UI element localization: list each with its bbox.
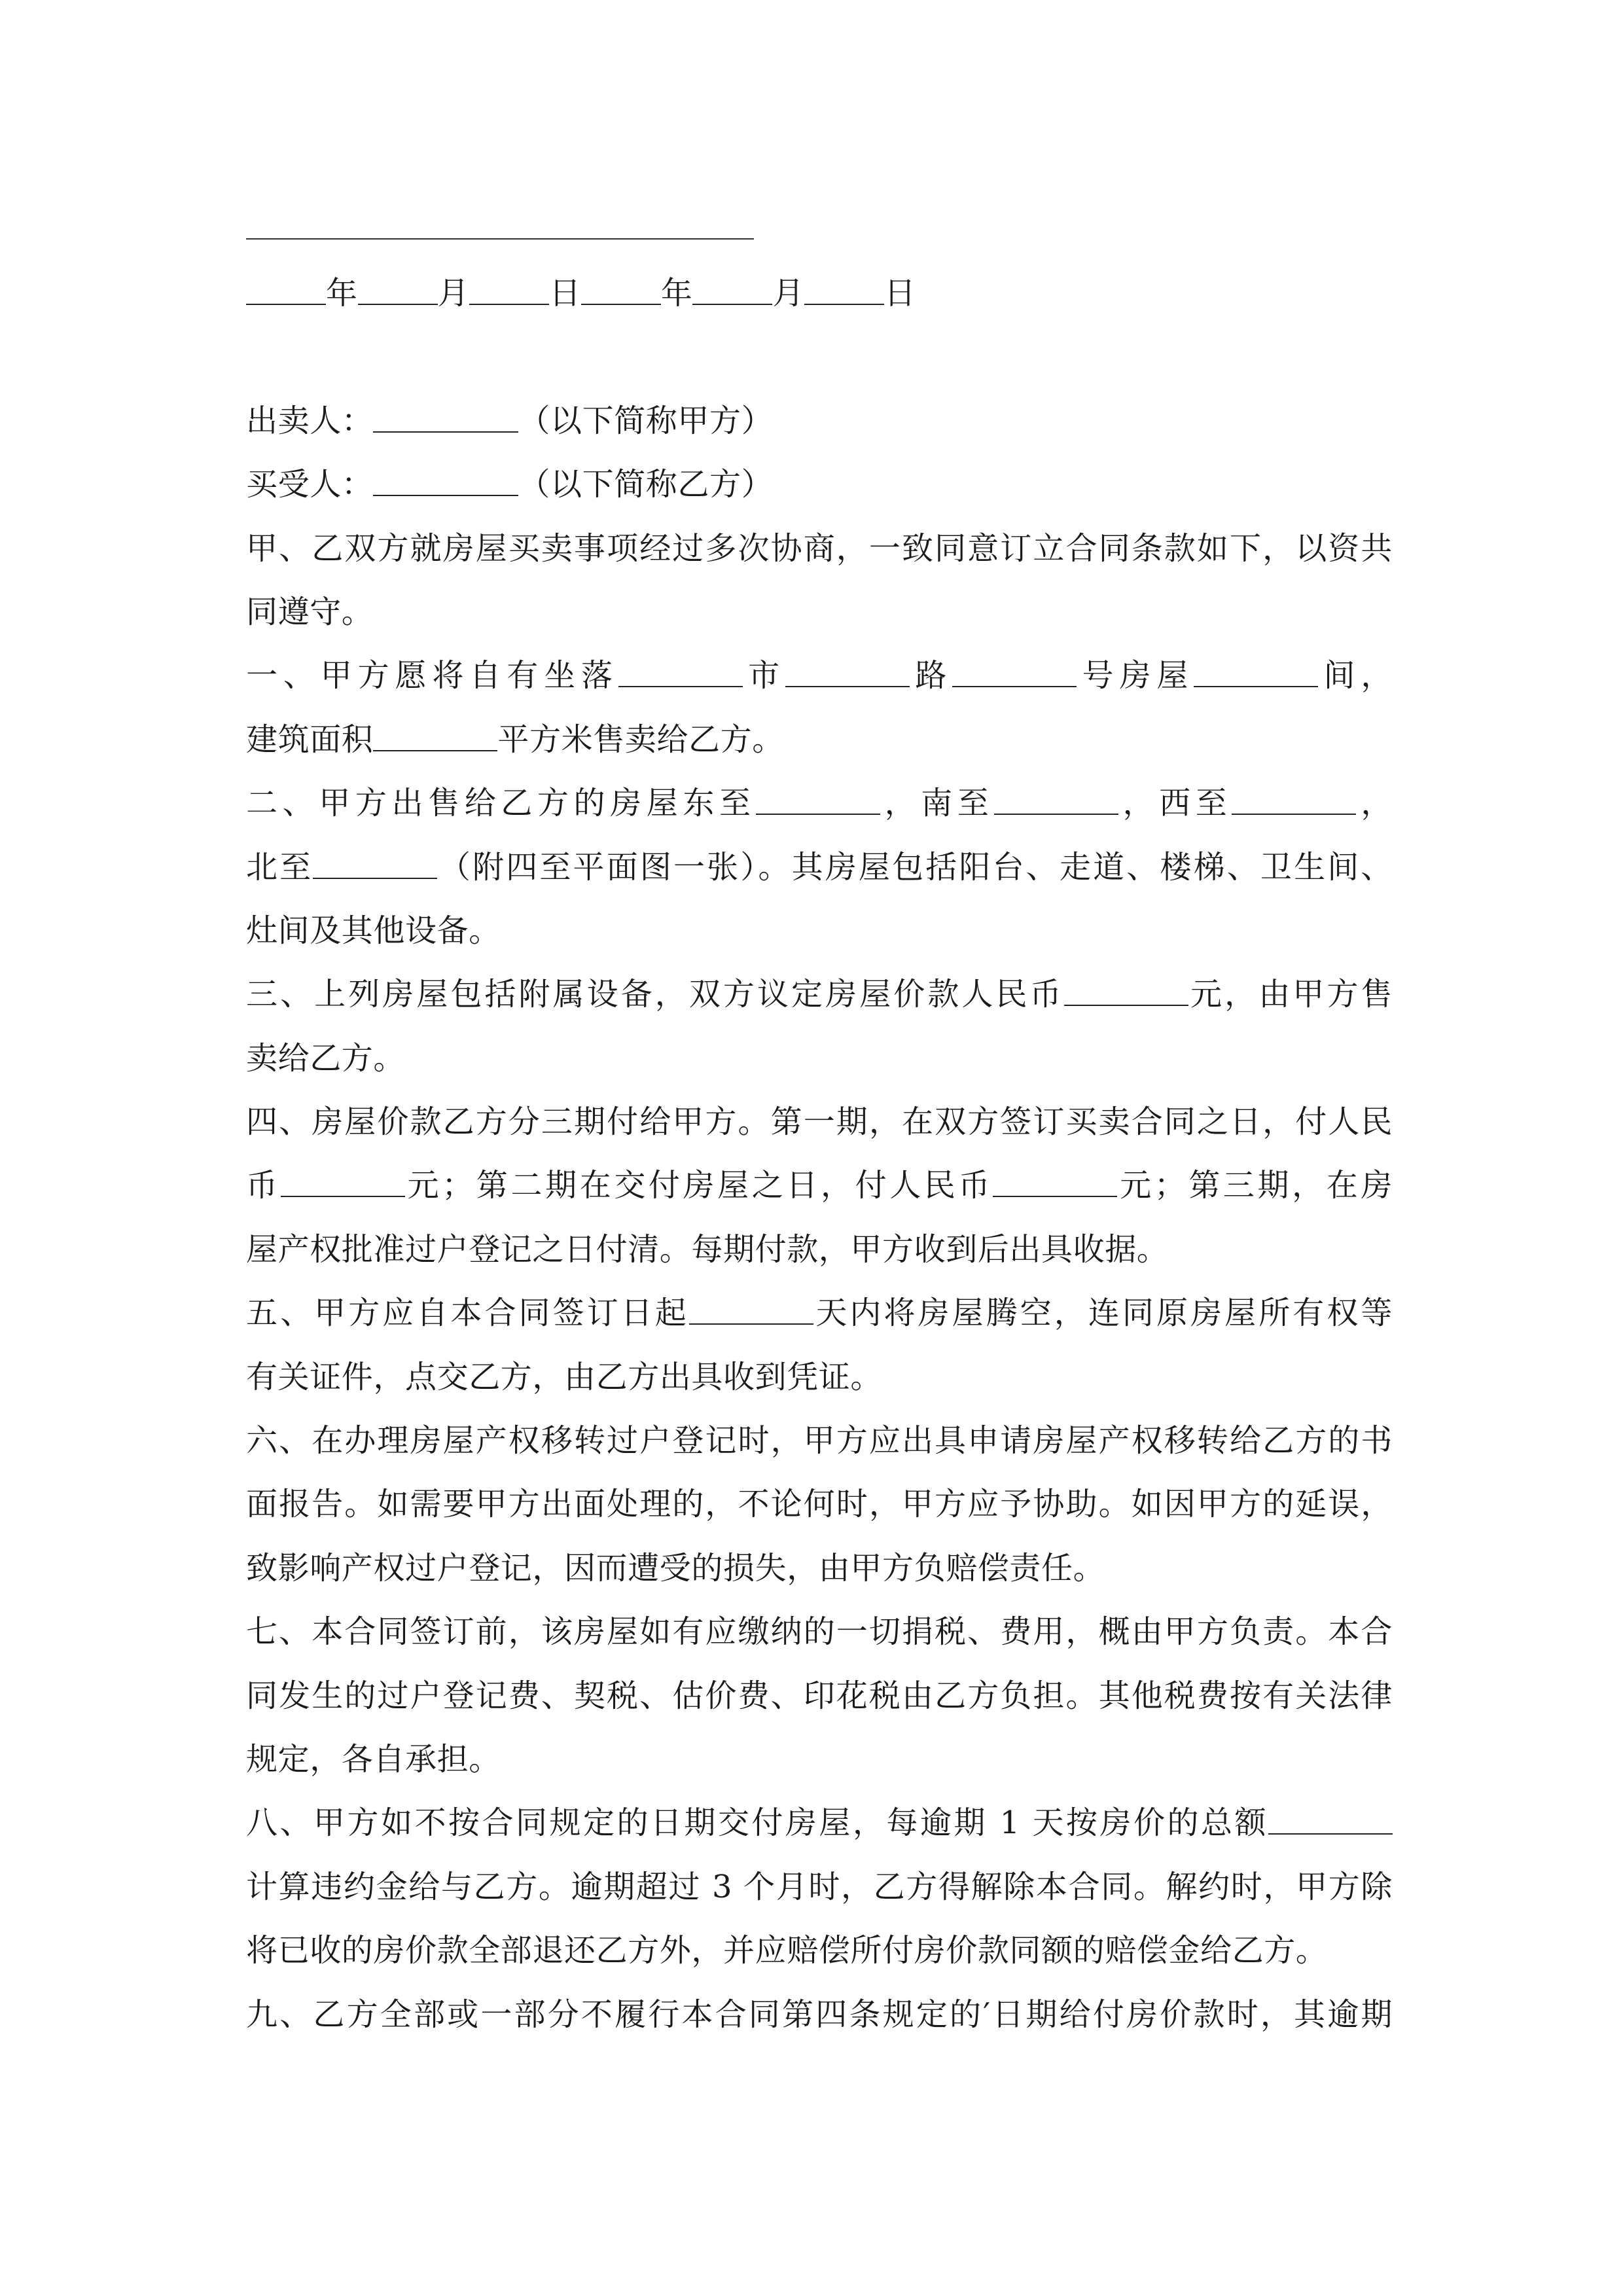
text-segment: 同遵守。 <box>246 593 374 630</box>
top-signature-rule <box>246 238 754 240</box>
text-segment: 五、甲方应自本合同签订日起 <box>246 1295 689 1332</box>
clause-line <box>246 836 1393 899</box>
text-segment: 四、房屋价款乙方分三期付给甲方。第一期，在双方签订买卖合同之日，付人民 <box>246 1103 1393 1141</box>
fill-in-blank[interactable] <box>373 469 518 496</box>
text-segment: 日 <box>549 275 581 312</box>
text-segment: 建筑面积 <box>246 721 374 758</box>
text-segment: 致影响产权过户登记，因而遭受的损失，由甲方负赔偿责任。 <box>246 1549 1105 1587</box>
text-segment: 间， <box>1318 657 1393 694</box>
text-segment: 九、乙方全部或一部分不履行本合同第四条规定的′日期给付房价款时，其逾期 <box>246 1996 1393 2033</box>
fill-in-blank[interactable] <box>581 278 661 305</box>
fill-in-blank[interactable] <box>1232 787 1356 815</box>
clause-line <box>246 1791 1393 1855</box>
text-segment: 元，由甲方售 <box>1188 976 1393 1013</box>
clause-line <box>246 1537 1393 1600</box>
fill-in-blank[interactable] <box>994 787 1118 815</box>
text-segment: 计算违约金给与乙方。逾期超过 3 个月时，乙方得解除本合同。解约时，甲方除 <box>246 1868 1393 1905</box>
clause-line <box>246 1728 1393 1791</box>
text-segment: 八、甲方如不按合同规定的日期交付房屋，每逾期 1 天按房价的总额 <box>246 1804 1268 1842</box>
fill-in-blank[interactable] <box>1194 660 1318 687</box>
text-segment: 三、上列房屋包括附属设备，双方议定房屋价款人民币 <box>246 976 1064 1013</box>
clause-line <box>246 517 1393 581</box>
text-segment: 月 <box>437 275 470 312</box>
clause-line <box>246 1600 1393 1664</box>
text-segment: （以下简称甲方） <box>518 402 774 439</box>
fill-in-blank[interactable] <box>689 1297 813 1325</box>
text-segment: 年 <box>326 275 358 312</box>
fill-in-blank[interactable] <box>373 724 497 751</box>
clause-line <box>246 1919 1393 1982</box>
text-segment: 年 <box>660 275 693 312</box>
text-segment: （附四至平面图一张）。其房屋包括阳台、走道、楼梯、卫生间、 <box>437 848 1393 886</box>
text-segment: ， <box>1356 785 1393 822</box>
text-segment: 有关证件，点交乙方，由乙方出具收到凭证。 <box>246 1358 883 1395</box>
text-segment: 元；第二期在交付房屋之日，付人民币 <box>404 1167 993 1204</box>
text-segment: 将已收的房价款全部退还乙方外，并应赔偿所付房价款同额的赔偿金给乙方。 <box>246 1932 1328 1969</box>
clause-line <box>246 1027 1393 1090</box>
fill-in-blank[interactable] <box>1268 1807 1393 1835</box>
text-segment: （以下简称乙方） <box>518 466 774 503</box>
clause-line <box>246 1983 1393 2047</box>
text-segment: 同发生的过户登记费、契税、估价费、印花税由乙方负担。其他税费按有关法律 <box>246 1677 1393 1714</box>
fill-in-blank[interactable] <box>804 278 884 305</box>
clause-line <box>246 1473 1393 1536</box>
party-line <box>246 389 1393 453</box>
contract-body <box>246 262 1393 2047</box>
text-segment: 甲、乙双方就房屋买卖事项经过多次协商，一致同意订立合同条款如下，以资共 <box>246 529 1393 567</box>
clause-line <box>246 963 1393 1026</box>
text-segment: 月 <box>772 275 805 312</box>
clause-line <box>246 1856 1393 1919</box>
fill-in-blank[interactable] <box>785 660 910 687</box>
clause-line <box>246 1282 1393 1345</box>
clause-line <box>246 1409 1393 1473</box>
text-segment: 平方米售卖给乙方。 <box>497 721 784 758</box>
fill-in-blank[interactable] <box>358 278 438 305</box>
text-segment: 买受人： <box>246 466 374 503</box>
date-line <box>246 262 1393 325</box>
fill-in-blank[interactable] <box>692 278 772 305</box>
text-segment: 币 <box>246 1167 281 1204</box>
fill-in-blank[interactable] <box>246 278 326 305</box>
clause-line <box>246 772 1393 835</box>
fill-in-blank[interactable] <box>469 278 549 305</box>
fill-in-blank[interactable] <box>373 405 518 433</box>
clause-line <box>246 1664 1393 1728</box>
text-segment: 天内将房屋腾空，连同原房屋所有权等 <box>813 1295 1393 1332</box>
fill-in-blank[interactable] <box>952 660 1077 687</box>
text-segment: 规定，各自承担。 <box>246 1740 501 1778</box>
fill-in-blank[interactable] <box>618 660 743 687</box>
clause-line <box>246 1346 1393 1409</box>
text-segment: 二、甲方出售给乙方的房屋东至 <box>246 785 756 822</box>
fill-in-blank[interactable] <box>313 852 437 879</box>
text-segment: 日 <box>884 275 916 312</box>
text-segment: ，西至 <box>1118 785 1232 822</box>
text-segment: 屋产权批准过户登记之日付清。每期付款，甲方收到后出具收据。 <box>246 1230 1169 1268</box>
fill-in-blank[interactable] <box>993 1170 1117 1197</box>
text-segment: 一、甲方愿将自有坐落 <box>246 657 618 694</box>
text-segment: 出卖人： <box>246 402 374 439</box>
fill-in-blank[interactable] <box>756 787 880 815</box>
text-segment: 市 <box>742 657 786 694</box>
clause-line <box>246 1090 1393 1154</box>
text-segment: 元；第三期，在房 <box>1117 1167 1393 1204</box>
text-segment: 七、本合同签订前，该房屋如有应缴纳的一切捐税、费用，概由甲方负责。本合 <box>246 1613 1393 1651</box>
party-line <box>246 453 1393 516</box>
clause-line <box>246 708 1393 772</box>
text-segment: 六、在办理房屋产权移转过户登记时，甲方应出具申请房屋产权移转给乙方的书 <box>246 1422 1393 1460</box>
fill-in-blank[interactable] <box>1064 978 1188 1006</box>
text-segment: 号房屋 <box>1077 657 1194 694</box>
clause-line <box>246 644 1393 708</box>
clause-line <box>246 1218 1393 1282</box>
text-segment: ，南至 <box>880 785 994 822</box>
text-segment: 面报告。如需要甲方出面处理的，不论何时，甲方应予协助。如因甲方的延误， <box>246 1486 1393 1523</box>
text-segment: 灶间及其他设备。 <box>246 912 501 949</box>
text-segment: 卖给乙方。 <box>246 1039 406 1077</box>
text-segment: 北至 <box>246 848 313 886</box>
clause-line <box>246 581 1393 644</box>
text-segment: 路 <box>910 657 953 694</box>
clause-line <box>246 899 1393 963</box>
clause-line <box>246 1154 1393 1217</box>
fill-in-blank[interactable] <box>281 1170 405 1197</box>
